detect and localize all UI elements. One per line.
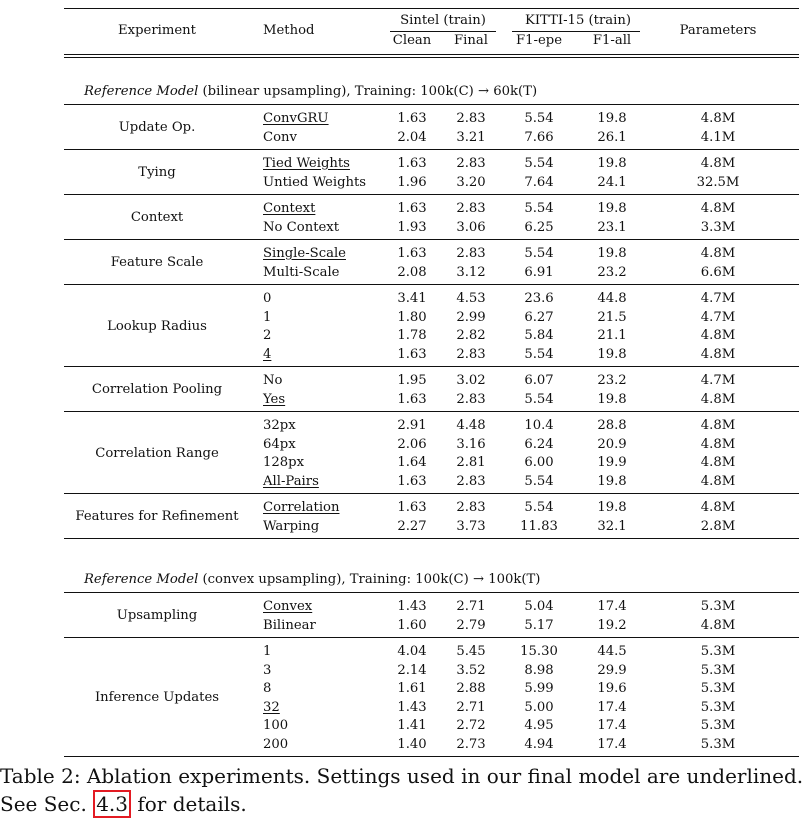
- group-rule: [64, 493, 799, 494]
- sintel-clean-cell: 2.06: [397, 436, 427, 452]
- kitti-f1-epe-cell: 6.91: [524, 264, 554, 280]
- kitti-f1-all-cell: 19.8: [597, 391, 627, 407]
- header-experiment: Experiment: [118, 23, 196, 38]
- kitti-f1-all-cell: 19.8: [597, 156, 627, 171]
- kitti-f1-all-cell: 17.4: [597, 699, 627, 715]
- kitti-f1-all-cell: 19.9: [597, 455, 627, 470]
- sintel-final-cell: 2.83: [456, 473, 486, 489]
- sintel-clean-cell: 1.43: [397, 699, 427, 715]
- sintel-final-cell: 3.02: [456, 373, 486, 388]
- section-title-rest: (convex upsampling), Training: 100k(C) → 100k(T): [198, 572, 541, 587]
- sintel-clean-cell: 1.60: [397, 617, 427, 633]
- kitti-f1-all-cell: 23.2: [597, 373, 627, 388]
- method-cell: 1: [263, 309, 272, 325]
- sintel-clean-cell: 1.63: [397, 500, 427, 515]
- kitti-f1-epe-cell: 5.54: [524, 391, 554, 407]
- method-cell: Bilinear: [263, 617, 316, 633]
- sintel-final-cell: 3.12: [456, 264, 486, 280]
- group-rule: [64, 637, 799, 638]
- header-f1-all: F1-all: [592, 33, 632, 48]
- parameters-cell: 4.8M: [700, 455, 736, 470]
- header-f1-epe: F1-epe: [515, 33, 563, 48]
- kitti-f1-all-cell: 19.8: [597, 500, 627, 515]
- method-cell: Tied Weights: [263, 156, 350, 171]
- sintel-clean-cell: 1.63: [397, 111, 427, 126]
- sintel-underline: [390, 31, 496, 32]
- header-kitti: KITTI-15 (train): [524, 13, 631, 28]
- method-cell: 64px: [263, 436, 296, 452]
- parameters-cell: 4.8M: [700, 500, 736, 515]
- method-cell: Multi-Scale: [263, 264, 340, 280]
- header-parameters: Parameters: [679, 23, 757, 38]
- kitti-f1-all-cell: 44.8: [597, 291, 627, 306]
- sintel-final-cell: 3.06: [456, 219, 486, 235]
- parameters-cell: 4.1M: [700, 129, 736, 145]
- sintel-clean-cell: 1.61: [397, 681, 427, 696]
- sintel-clean-cell: 1.78: [397, 328, 427, 343]
- parameters-cell: 4.8M: [700, 156, 736, 171]
- caption-see: See Sec.: [0, 792, 94, 816]
- kitti-underline: [512, 31, 640, 32]
- sintel-clean-cell: 1.95: [397, 373, 427, 388]
- method-cell: Untied Weights: [263, 174, 367, 190]
- sintel-final-cell: 2.83: [456, 500, 486, 515]
- parameters-cell: 4.7M: [700, 291, 736, 306]
- kitti-f1-epe-cell: 6.24: [524, 436, 554, 452]
- sintel-final-cell: 2.83: [456, 156, 486, 171]
- method-cell: 8: [263, 681, 272, 696]
- sintel-clean-cell: 1.43: [397, 599, 427, 614]
- experiment-name: Correlation Range: [95, 445, 219, 461]
- kitti-f1-all-cell: 21.1: [597, 328, 627, 343]
- kitti-f1-all-cell: 29.9: [597, 662, 627, 678]
- group-rule: [64, 756, 799, 757]
- kitti-f1-all-cell: 17.4: [597, 736, 627, 752]
- sintel-final-cell: 2.99: [456, 309, 486, 325]
- experiment-name: Lookup Radius: [107, 318, 207, 334]
- kitti-f1-epe-cell: 5.54: [524, 156, 554, 171]
- method-cell: Single-Scale: [263, 246, 346, 261]
- header-rule-1: [64, 54, 799, 55]
- method-cell: 32px: [263, 418, 296, 433]
- parameters-cell: 4.8M: [700, 418, 736, 433]
- kitti-f1-epe-cell: 5.54: [524, 473, 554, 489]
- sintel-clean-cell: 3.41: [397, 291, 427, 306]
- method-cell: No: [263, 373, 283, 388]
- sintel-clean-cell: 1.63: [397, 346, 427, 362]
- kitti-f1-epe-cell: 4.95: [524, 718, 554, 733]
- parameters-cell: 2.8M: [700, 518, 736, 534]
- parameters-cell: 4.8M: [700, 473, 736, 489]
- kitti-f1-all-cell: 20.9: [597, 436, 627, 452]
- parameters-cell: 4.8M: [700, 346, 736, 362]
- section-title: [84, 572, 540, 588]
- sintel-final-cell: 2.83: [456, 201, 486, 216]
- sintel-final-cell: 5.45: [456, 644, 486, 659]
- method-cell: 32: [263, 699, 280, 715]
- kitti-f1-epe-cell: 5.54: [524, 111, 554, 126]
- group-rule: [64, 149, 799, 150]
- kitti-f1-all-cell: 17.4: [597, 599, 627, 614]
- kitti-f1-all-cell: 24.1: [597, 174, 627, 190]
- parameters-cell: 4.8M: [700, 111, 736, 126]
- sintel-final-cell: 2.83: [456, 346, 486, 362]
- sintel-clean-cell: 4.04: [397, 644, 427, 659]
- section-ref-link[interactable]: 4.3: [93, 790, 131, 818]
- kitti-f1-all-cell: 19.8: [597, 346, 627, 362]
- method-cell: Conv: [263, 129, 297, 145]
- sintel-clean-cell: 1.63: [397, 156, 427, 171]
- parameters-cell: 4.8M: [700, 201, 736, 216]
- sintel-final-cell: 2.81: [456, 455, 486, 470]
- caption-details: for details.: [131, 792, 247, 816]
- kitti-f1-epe-cell: 10.4: [524, 418, 554, 433]
- section-rule: [64, 592, 799, 593]
- experiment-name: Feature Scale: [110, 255, 204, 271]
- kitti-f1-epe-cell: 5.54: [524, 201, 554, 216]
- parameters-cell: 5.3M: [700, 718, 736, 733]
- method-cell: Context: [263, 201, 316, 216]
- kitti-f1-epe-cell: 6.27: [524, 309, 554, 325]
- kitti-f1-epe-cell: 5.04: [524, 599, 554, 614]
- kitti-f1-all-cell: 23.2: [597, 264, 627, 280]
- sintel-final-cell: 2.79: [456, 617, 486, 633]
- kitti-f1-all-cell: 23.1: [597, 219, 627, 235]
- header-sintel: Sintel (train): [400, 13, 486, 28]
- group-rule: [64, 194, 799, 195]
- sintel-final-cell: 2.83: [456, 391, 486, 407]
- method-cell: 128px: [263, 455, 305, 470]
- sintel-clean-cell: 1.80: [397, 309, 427, 325]
- kitti-f1-epe-cell: 5.84: [524, 328, 554, 343]
- kitti-f1-all-cell: 19.8: [597, 201, 627, 216]
- sintel-final-cell: 2.71: [456, 599, 486, 614]
- sintel-final-cell: 2.82: [456, 328, 486, 343]
- sintel-final-cell: 2.83: [456, 246, 486, 261]
- kitti-f1-epe-cell: 5.99: [524, 681, 554, 696]
- sintel-clean-cell: 2.27: [397, 518, 427, 534]
- sintel-final-cell: 3.21: [456, 129, 486, 145]
- kitti-f1-epe-cell: 11.83: [520, 518, 558, 534]
- sintel-final-cell: 2.73: [456, 736, 486, 752]
- sintel-clean-cell: 2.91: [397, 418, 427, 433]
- parameters-cell: 5.3M: [700, 699, 736, 715]
- experiment-name: Update Op.: [118, 120, 196, 136]
- method-cell: 3: [263, 662, 272, 678]
- parameters-cell: 5.3M: [700, 681, 736, 696]
- kitti-f1-epe-cell: 5.54: [524, 500, 554, 515]
- sintel-final-cell: 3.16: [456, 436, 486, 452]
- sintel-clean-cell: 1.64: [397, 455, 427, 470]
- kitti-f1-epe-cell: 5.54: [524, 246, 554, 261]
- experiment-name: Upsampling: [116, 608, 198, 624]
- parameters-cell: 4.8M: [700, 246, 736, 261]
- sintel-final-cell: 4.53: [456, 291, 486, 306]
- section-title-italic: Reference Model: [84, 84, 199, 99]
- method-cell: 100: [263, 718, 289, 733]
- method-cell: Warping: [263, 518, 320, 534]
- method-cell: Convex: [263, 599, 313, 614]
- parameters-cell: 6.6M: [700, 264, 736, 280]
- sintel-clean-cell: 1.96: [397, 174, 427, 190]
- kitti-f1-epe-cell: 5.17: [524, 617, 554, 633]
- sintel-clean-cell: 1.63: [397, 391, 427, 407]
- parameters-cell: 4.8M: [700, 328, 736, 343]
- section-title-rest: (bilinear upsampling), Training: 100k(C) → 60k(T): [198, 84, 538, 99]
- sintel-final-cell: 2.88: [456, 681, 486, 696]
- group-rule: [64, 538, 799, 539]
- kitti-f1-all-cell: 32.1: [597, 518, 627, 534]
- parameters-cell: 5.3M: [700, 599, 736, 614]
- kitti-f1-epe-cell: 8.98: [524, 662, 554, 678]
- experiment-name: Inference Updates: [94, 690, 220, 706]
- kitti-f1-epe-cell: 6.25: [524, 219, 554, 235]
- sintel-clean-cell: 2.14: [397, 662, 427, 678]
- method-cell: 2: [263, 328, 272, 343]
- method-cell: 0: [263, 291, 272, 306]
- kitti-f1-all-cell: 19.6: [597, 681, 627, 696]
- sintel-final-cell: 2.83: [456, 111, 486, 126]
- header-clean: Clean: [392, 33, 432, 48]
- method-cell: 200: [263, 736, 289, 752]
- group-rule: [64, 284, 799, 285]
- kitti-f1-epe-cell: 7.64: [524, 174, 554, 190]
- method-cell: Yes: [263, 391, 286, 407]
- parameters-cell: 5.3M: [700, 736, 736, 752]
- parameters-cell: 4.7M: [700, 373, 736, 388]
- sintel-final-cell: 3.73: [456, 518, 486, 534]
- sintel-final-cell: 3.52: [456, 662, 486, 678]
- sintel-clean-cell: 1.93: [397, 219, 427, 235]
- group-rule: [64, 239, 799, 240]
- group-rule: [64, 411, 799, 412]
- kitti-f1-all-cell: 17.4: [597, 718, 627, 733]
- method-cell: All-Pairs: [263, 473, 319, 489]
- sintel-final-cell: 3.20: [456, 174, 486, 190]
- kitti-f1-all-cell: 21.5: [597, 309, 627, 325]
- section-title: [84, 84, 537, 100]
- caption-line-1: Table 2: Ablation experiments. Settings used in our final model are underlined.: [0, 764, 804, 788]
- top-rule: [64, 8, 799, 9]
- kitti-f1-epe-cell: 5.00: [524, 699, 554, 715]
- kitti-f1-all-cell: 44.5: [597, 644, 627, 659]
- experiment-name: Context: [130, 210, 184, 226]
- sintel-clean-cell: 2.08: [397, 264, 427, 280]
- kitti-f1-all-cell: 19.8: [597, 246, 627, 261]
- kitti-f1-epe-cell: 7.66: [524, 129, 554, 145]
- kitti-f1-all-cell: 26.1: [597, 129, 627, 145]
- sintel-clean-cell: 1.63: [397, 201, 427, 216]
- parameters-cell: 5.3M: [700, 662, 736, 678]
- header-final: Final: [454, 33, 488, 48]
- method-cell: No Context: [263, 219, 340, 235]
- parameters-cell: 3.3M: [700, 219, 736, 235]
- kitti-f1-epe-cell: 5.54: [524, 346, 554, 362]
- experiment-name: Features for Refinement: [75, 509, 239, 525]
- method-cell: Correlation: [263, 500, 340, 515]
- parameters-cell: 4.8M: [700, 617, 736, 633]
- parameters-cell: 5.3M: [700, 644, 736, 659]
- method-cell: ConvGRU: [263, 111, 329, 126]
- header-rule-2: [64, 57, 799, 58]
- group-rule: [64, 366, 799, 367]
- kitti-f1-epe-cell: 15.30: [520, 644, 558, 659]
- parameters-cell: 32.5M: [696, 174, 740, 190]
- experiment-name: Tying: [138, 165, 176, 181]
- method-cell: 4: [263, 346, 272, 362]
- kitti-f1-epe-cell: 23.6: [524, 291, 554, 306]
- experiment-name: Correlation Pooling: [91, 382, 223, 398]
- sintel-final-cell: 2.72: [456, 718, 486, 733]
- kitti-f1-epe-cell: 6.07: [524, 373, 554, 388]
- sintel-clean-cell: 1.63: [397, 473, 427, 489]
- kitti-f1-all-cell: 19.8: [597, 111, 627, 126]
- kitti-f1-epe-cell: 4.94: [524, 736, 554, 752]
- table-caption: [0, 762, 811, 818]
- method-cell: 1: [263, 644, 272, 659]
- sintel-final-cell: 4.48: [456, 418, 486, 433]
- sintel-clean-cell: 2.04: [397, 129, 427, 145]
- sintel-clean-cell: 1.41: [397, 718, 427, 733]
- kitti-f1-epe-cell: 6.00: [524, 455, 554, 470]
- kitti-f1-all-cell: 19.2: [597, 617, 627, 633]
- sintel-clean-cell: 1.63: [397, 246, 427, 261]
- section-rule: [64, 104, 799, 105]
- sintel-clean-cell: 1.40: [397, 736, 427, 752]
- parameters-cell: 4.8M: [700, 436, 736, 452]
- header-method: Method: [263, 23, 315, 38]
- kitti-f1-all-cell: 28.8: [597, 418, 627, 433]
- parameters-cell: 4.7M: [700, 309, 736, 325]
- kitti-f1-all-cell: 19.8: [597, 473, 627, 489]
- sintel-final-cell: 2.71: [456, 699, 486, 715]
- section-title-italic: Reference Model: [84, 572, 199, 587]
- caption-line-2: [0, 790, 811, 818]
- parameters-cell: 4.8M: [700, 391, 736, 407]
